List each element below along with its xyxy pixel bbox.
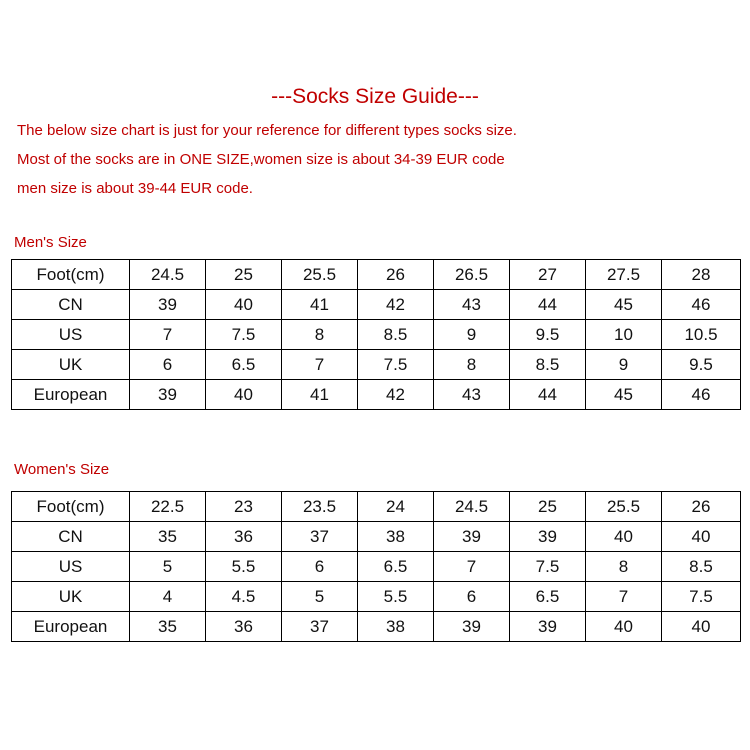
table-row	[12, 290, 741, 320]
size-value-cell: 7	[130, 320, 206, 350]
size-value-cell: 10	[586, 320, 662, 350]
size-value-cell: 22.5	[130, 492, 206, 522]
row-header-cell: UK	[12, 582, 130, 612]
size-value-cell: 5	[282, 582, 358, 612]
size-value-cell: 28	[662, 260, 741, 290]
table-row	[12, 320, 741, 350]
size-value-cell: 35	[130, 522, 206, 552]
size-value-cell: 5.5	[206, 552, 282, 582]
size-value-cell: 24	[358, 492, 434, 522]
size-value-cell: 25	[206, 260, 282, 290]
size-value-cell: 45	[586, 380, 662, 410]
row-header-cell: US	[12, 552, 130, 582]
size-value-cell: 9.5	[510, 320, 586, 350]
size-value-cell: 6.5	[206, 350, 282, 380]
size-value-cell: 43	[434, 380, 510, 410]
size-value-cell: 5.5	[358, 582, 434, 612]
row-header-cell: Foot(cm)	[12, 492, 130, 522]
page-title: ---Socks Size Guide---	[271, 85, 479, 108]
size-value-cell: 40	[206, 290, 282, 320]
size-value-cell: 8	[282, 320, 358, 350]
row-header-cell: CN	[12, 522, 130, 552]
mens-size-table	[11, 259, 741, 410]
size-value-cell: 7.5	[662, 582, 741, 612]
note-line-2: Most of the socks are in ONE SIZE,women size is about 34-39 EUR code	[17, 151, 505, 168]
table-row	[12, 552, 741, 582]
womens-size-table-body	[12, 492, 741, 642]
row-header-cell: European	[12, 380, 130, 410]
row-header-cell: European	[12, 612, 130, 642]
table-row	[12, 260, 741, 290]
size-value-cell: 26	[358, 260, 434, 290]
size-value-cell: 38	[358, 522, 434, 552]
size-value-cell: 39	[130, 290, 206, 320]
size-value-cell: 7	[282, 350, 358, 380]
size-value-cell: 37	[282, 522, 358, 552]
size-value-cell: 7	[586, 582, 662, 612]
size-value-cell: 8.5	[510, 350, 586, 380]
size-value-cell: 9.5	[662, 350, 741, 380]
row-header-cell: UK	[12, 350, 130, 380]
size-value-cell: 6.5	[510, 582, 586, 612]
size-value-cell: 39	[510, 522, 586, 552]
size-value-cell: 8.5	[358, 320, 434, 350]
table-row	[12, 492, 741, 522]
mens-size-label: Men's Size	[14, 234, 87, 251]
table-row	[12, 582, 741, 612]
size-value-cell: 43	[434, 290, 510, 320]
size-value-cell: 10.5	[662, 320, 741, 350]
size-value-cell: 26	[662, 492, 741, 522]
size-value-cell: 6.5	[358, 552, 434, 582]
womens-size-label: Women's Size	[14, 461, 110, 478]
size-value-cell: 5	[130, 552, 206, 582]
row-header-cell: US	[12, 320, 130, 350]
size-value-cell: 41	[282, 380, 358, 410]
size-value-cell: 39	[130, 380, 206, 410]
size-value-cell: 8	[586, 552, 662, 582]
row-header-cell: Foot(cm)	[12, 260, 130, 290]
size-value-cell: 40	[662, 612, 741, 642]
size-value-cell: 7.5	[358, 350, 434, 380]
size-value-cell: 8	[434, 350, 510, 380]
size-value-cell: 6	[282, 552, 358, 582]
size-value-cell: 24.5	[434, 492, 510, 522]
table-row	[12, 522, 741, 552]
size-value-cell: 42	[358, 380, 434, 410]
size-value-cell: 39	[434, 522, 510, 552]
size-value-cell: 38	[358, 612, 434, 642]
note-line-3: men size is about 39-44 EUR code.	[17, 180, 253, 197]
size-value-cell: 23.5	[282, 492, 358, 522]
size-value-cell: 26.5	[434, 260, 510, 290]
size-value-cell: 4	[130, 582, 206, 612]
row-header-cell: CN	[12, 290, 130, 320]
size-value-cell: 39	[510, 612, 586, 642]
note-line-1: The below size chart is just for your reference for different types socks size.	[17, 122, 517, 139]
size-value-cell: 25	[510, 492, 586, 522]
size-value-cell: 25.5	[282, 260, 358, 290]
size-value-cell: 40	[586, 612, 662, 642]
size-value-cell: 44	[510, 290, 586, 320]
size-value-cell: 40	[586, 522, 662, 552]
size-value-cell: 27.5	[586, 260, 662, 290]
size-value-cell: 36	[206, 612, 282, 642]
table-row	[12, 380, 741, 410]
size-value-cell: 7.5	[510, 552, 586, 582]
size-value-cell: 25.5	[586, 492, 662, 522]
size-value-cell: 7.5	[206, 320, 282, 350]
size-value-cell: 24.5	[130, 260, 206, 290]
size-value-cell: 39	[434, 612, 510, 642]
size-value-cell: 40	[662, 522, 741, 552]
size-value-cell: 4.5	[206, 582, 282, 612]
mens-size-table-body	[12, 260, 741, 410]
size-value-cell: 27	[510, 260, 586, 290]
table-row	[12, 350, 741, 380]
table-row	[12, 612, 741, 642]
size-value-cell: 36	[206, 522, 282, 552]
size-value-cell: 35	[130, 612, 206, 642]
size-value-cell: 42	[358, 290, 434, 320]
size-value-cell: 41	[282, 290, 358, 320]
size-value-cell: 40	[206, 380, 282, 410]
size-value-cell: 37	[282, 612, 358, 642]
size-value-cell: 6	[130, 350, 206, 380]
size-value-cell: 45	[586, 290, 662, 320]
size-value-cell: 9	[434, 320, 510, 350]
size-value-cell: 9	[586, 350, 662, 380]
size-value-cell: 6	[434, 582, 510, 612]
womens-size-table	[11, 491, 741, 642]
size-value-cell: 8.5	[662, 552, 741, 582]
size-value-cell: 46	[662, 290, 741, 320]
size-value-cell: 46	[662, 380, 741, 410]
size-value-cell: 23	[206, 492, 282, 522]
size-value-cell: 44	[510, 380, 586, 410]
size-value-cell: 7	[434, 552, 510, 582]
